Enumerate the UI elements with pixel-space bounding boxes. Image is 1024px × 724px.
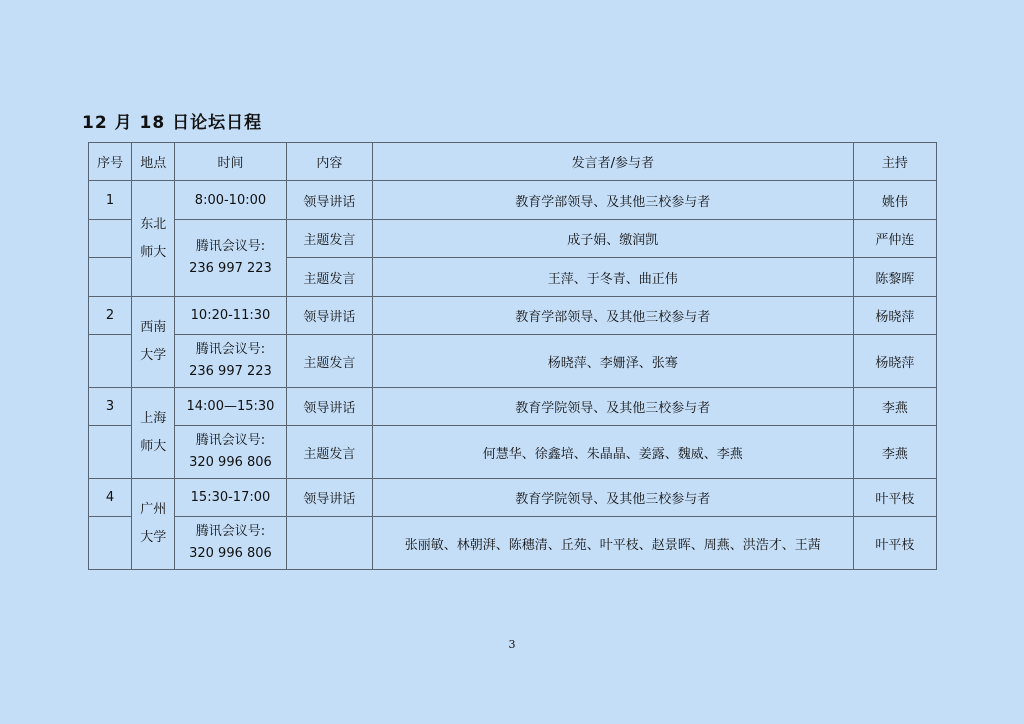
table-row — [89, 517, 937, 570]
header-index: 序号 — [89, 143, 132, 181]
speakers-cell: 教育学部领导、及其他三校参与者 — [372, 297, 853, 335]
row-index: 2 — [89, 297, 132, 335]
meeting-id: 320 996 806 — [189, 546, 272, 561]
meeting-label: 腾讯会议号: — [195, 433, 266, 448]
row-index: 4 — [89, 479, 132, 517]
meeting-id: 320 996 806 — [189, 455, 272, 470]
time-cell: 8:00-10:00 — [175, 181, 286, 220]
row-index: 3 — [89, 388, 132, 426]
meeting-label: 腾讯会议号: — [195, 239, 266, 254]
row-index — [89, 335, 132, 388]
page-title: 12 月 18 日论坛日程 — [82, 113, 263, 133]
row-index — [89, 426, 132, 479]
host-cell: 李燕 — [853, 426, 936, 479]
speakers-cell: 教育学院领导、及其他三校参与者 — [372, 388, 853, 426]
meeting-label: 腾讯会议号: — [195, 524, 266, 539]
speakers-cell: 王萍、于冬青、曲正伟 — [372, 258, 853, 297]
time-cell: 10:20-11:30 — [175, 297, 286, 335]
speakers-cell: 教育学部领导、及其他三校参与者 — [372, 181, 853, 220]
location-cell — [132, 479, 175, 570]
speakers-cell: 何慧华、徐鑫培、朱晶晶、姜露、魏威、李燕 — [372, 426, 853, 479]
content-cell: 主题发言 — [286, 220, 372, 258]
location-cell — [132, 181, 175, 297]
header-host: 主持 — [853, 143, 936, 181]
table-row — [89, 426, 937, 479]
location-line: 大学 — [140, 530, 167, 545]
row-index: 1 — [89, 181, 132, 220]
content-cell: 领导讲话 — [286, 388, 372, 426]
content-cell: 主题发言 — [286, 426, 372, 479]
header-content: 内容 — [286, 143, 372, 181]
meeting-id: 236 997 223 — [189, 261, 272, 276]
row-index — [89, 220, 132, 258]
meeting-cell — [175, 426, 286, 479]
host-cell: 叶平枝 — [853, 479, 936, 517]
header-location: 地点 — [132, 143, 175, 181]
table-row — [89, 388, 937, 426]
location-line: 广州 — [140, 502, 167, 517]
meeting-cell — [175, 517, 286, 570]
header-speakers: 发言者/参与者 — [372, 143, 853, 181]
meeting-id: 236 997 223 — [189, 364, 272, 379]
schedule-table — [88, 142, 937, 570]
location-cell — [132, 297, 175, 388]
content-cell: 主题发言 — [286, 335, 372, 388]
content-cell: 领导讲话 — [286, 297, 372, 335]
page-number: 3 — [508, 638, 516, 651]
content-cell: 领导讲话 — [286, 181, 372, 220]
table-row — [89, 181, 937, 220]
row-index — [89, 517, 132, 570]
speakers-cell: 杨晓萍、李姗泽、张骞 — [372, 335, 853, 388]
host-cell: 杨晓萍 — [853, 297, 936, 335]
location-line: 师大 — [140, 244, 167, 260]
content-cell — [286, 517, 372, 570]
host-cell: 陈黎晖 — [853, 258, 936, 297]
time-cell: 15:30-17:00 — [175, 479, 286, 517]
location-line: 大学 — [140, 348, 167, 363]
table-row — [89, 220, 937, 258]
table-header-row — [89, 143, 937, 181]
host-cell: 杨晓萍 — [853, 335, 936, 388]
speakers-cell: 张丽敏、林朝湃、陈穗清、丘苑、叶平枝、赵景晖、周燕、洪浩才、王茜 — [372, 517, 853, 570]
row-index — [89, 258, 132, 297]
location-line: 师大 — [140, 439, 167, 454]
speakers-cell: 成子娟、缴润凯 — [372, 220, 853, 258]
location-line: 西南 — [140, 320, 167, 335]
host-cell: 严仲连 — [853, 220, 936, 258]
table-row — [89, 297, 937, 335]
meeting-label: 腾讯会议号: — [195, 342, 266, 357]
time-cell: 14:00—15:30 — [175, 388, 286, 426]
table-row — [89, 335, 937, 388]
header-time: 时间 — [175, 143, 286, 181]
host-cell: 姚伟 — [853, 181, 936, 220]
location-line: 东北 — [140, 216, 167, 232]
meeting-cell — [175, 335, 286, 388]
location-line: 上海 — [140, 411, 167, 426]
speakers-cell: 教育学院领导、及其他三校参与者 — [372, 479, 853, 517]
meeting-cell — [175, 220, 286, 297]
host-cell: 叶平枝 — [853, 517, 936, 570]
content-cell: 领导讲话 — [286, 479, 372, 517]
location-cell — [132, 388, 175, 479]
content-cell: 主题发言 — [286, 258, 372, 297]
host-cell: 李燕 — [853, 388, 936, 426]
table-row — [89, 479, 937, 517]
